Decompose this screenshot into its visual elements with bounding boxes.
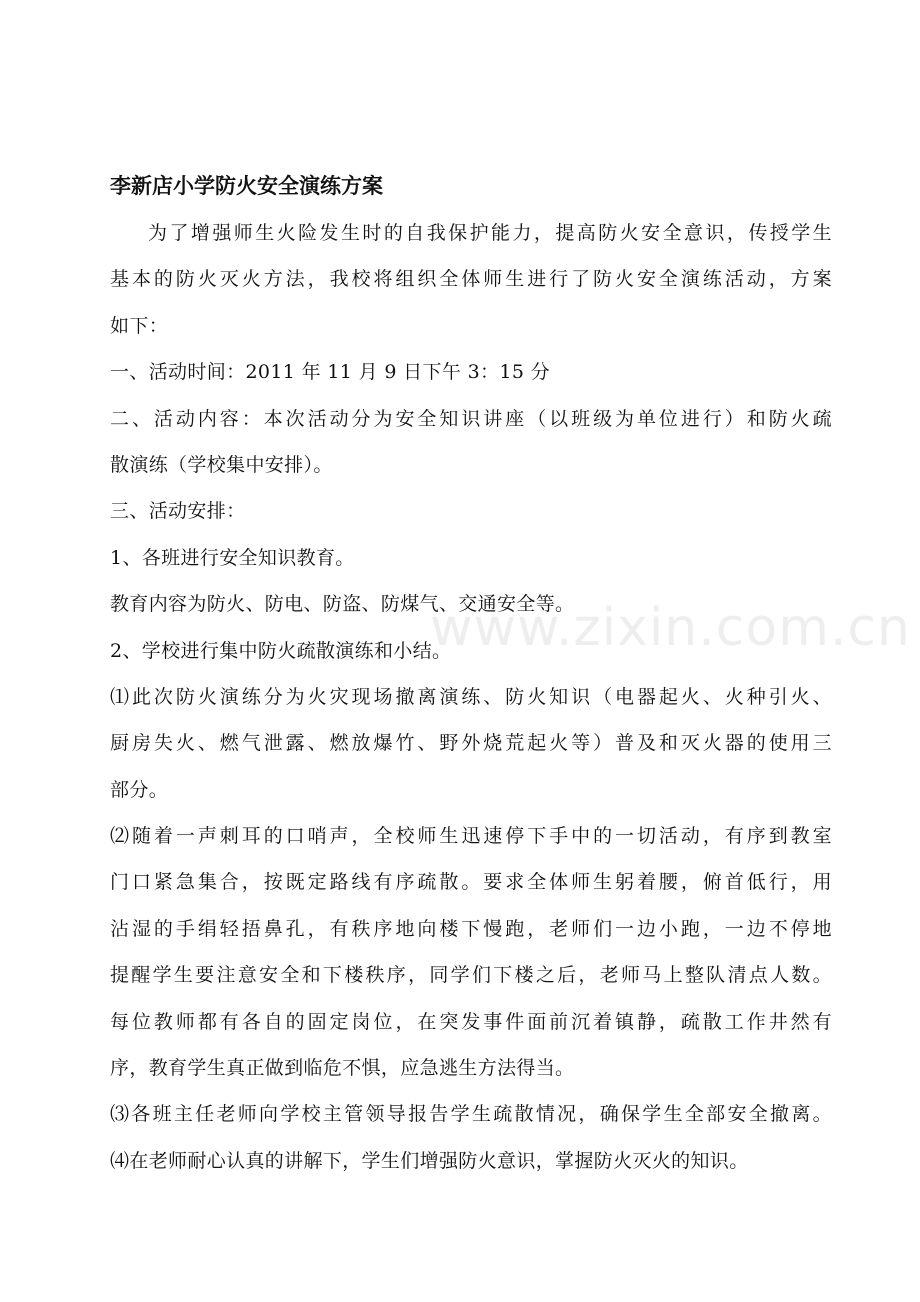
paragraph-line: 如下： <box>110 314 169 337</box>
paragraph-line: ⑷在老师耐心认真的讲解下，学生们增强防火意识，掌握防火灭火的知识。 <box>110 1149 749 1172</box>
paragraph-line: ⑶各班主任老师向学校主管领导报告学生疏散情况，确保学生全部安全撤离。 <box>110 1103 832 1126</box>
paragraph-line: 教育内容为防火、防电、防盗、防煤气、交通安全等。 <box>110 593 575 616</box>
document-title: 李新店小学防火安全演练方案 <box>110 174 383 198</box>
paragraph-line: 散演练（学校集中安排）。 <box>110 453 333 476</box>
paragraph-line: 每位教师都有各自的固定岗位，在突发事件面前沉着镇静，疏散工作井然有 <box>110 1010 832 1033</box>
watermark: www.zixin.com.cn <box>430 598 911 658</box>
paragraph-line: 三、活动安排： <box>110 500 246 523</box>
paragraph-line: 厨房失火、燃气泄露、燃放爆竹、野外烧荒起火等）普及和灭火器的使用三 <box>110 732 832 755</box>
paragraph-line: 门口紧急集合，按既定路线有序疏散。要求全体师生躬着腰，俯首低行，用 <box>110 871 832 894</box>
paragraph-line: 沾湿的手绢轻捂鼻孔，有秩序地向楼下慢跑，老师们一边小跑，一边不停地 <box>110 917 832 940</box>
paragraph-line: 序，教育学生真正做到临危不惧，应急逃生方法得当。 <box>110 1057 575 1080</box>
paragraph-line: 提醒学生要注意安全和下楼秩序，同学们下楼之后，老师马上整队清点人数。 <box>110 964 832 987</box>
paragraph-line: 部分。 <box>110 778 169 801</box>
paragraph-line: 1、各班进行安全知识教育。 <box>110 546 355 569</box>
paragraph-line: 为了增强师生火险发生时的自我保护能力，提高防火安全意识，传授学生 <box>148 222 832 244</box>
paragraph-line: ⑵随着一声刺耳的口哨声，全校师生迅速停下手中的一切活动，有序到教室 <box>110 825 832 848</box>
document-body <box>110 170 832 1184</box>
paragraph-line: 2、学校进行集中防火疏散演练和小结。 <box>110 639 452 662</box>
paragraph-line: ⑴此次防火演练分为火灾现场撤离演练、防火知识（电器起火、火种引火、 <box>110 685 832 708</box>
paragraph-line: 二、活动内容：本次活动分为安全知识讲座（以班级为单位进行）和防火疏 <box>110 407 832 430</box>
paragraph-line: 一、活动时间：2011 年 11 月 9 日下午 3：15 分 <box>110 361 551 384</box>
paragraph-line: 基本的防火灭火方法，我校将组织全体师生进行了防火安全演练活动，方案 <box>110 268 832 291</box>
